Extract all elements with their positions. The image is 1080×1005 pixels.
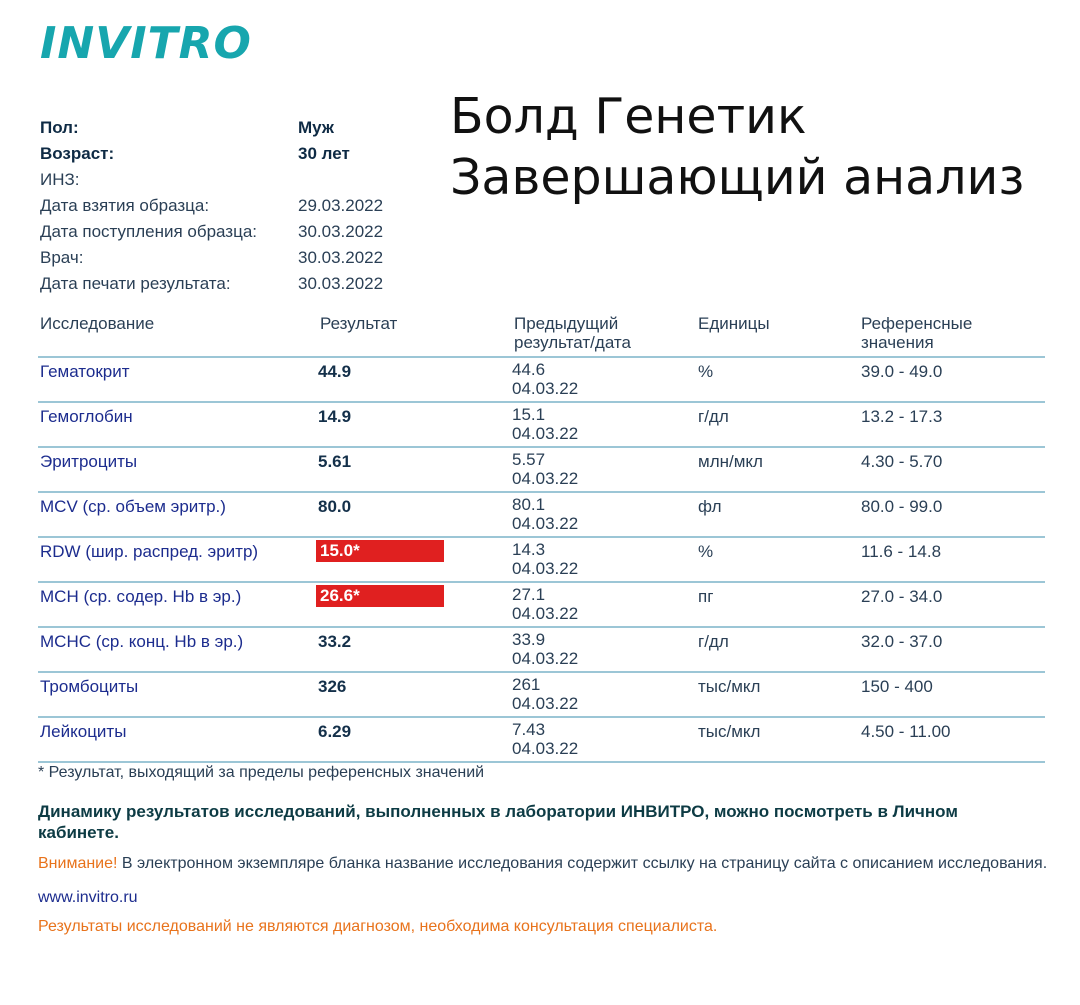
info-label: Возраст: <box>40 144 115 163</box>
info-label: Дата печати результата: <box>40 274 231 293</box>
header-previous: Предыдущий результат/дата <box>514 314 631 352</box>
table-row <box>38 446 1045 491</box>
info-value: 30.03.2022 <box>298 274 384 293</box>
test-name-link[interactable]: Эритроциты <box>40 452 138 471</box>
previous-date: 04.03.22 <box>512 379 579 398</box>
info-label: Дата взятия образца: <box>40 196 210 215</box>
test-name-link[interactable]: Лейкоциты <box>40 722 127 741</box>
previous-date: 04.03.22 <box>512 514 579 533</box>
previous-result <box>512 630 578 668</box>
unit: г/дл <box>698 407 729 426</box>
table-row <box>38 716 1045 761</box>
previous-value: 80.1 <box>512 495 546 514</box>
previous-result <box>512 540 578 578</box>
previous-result <box>512 675 578 713</box>
result-value: 80.0 <box>318 497 352 516</box>
previous-date: 04.03.22 <box>512 649 579 668</box>
previous-value: 5.57 <box>512 450 546 469</box>
test-name-link[interactable]: RDW (шир. распред. эритр) <box>40 542 259 561</box>
previous-result <box>512 450 578 488</box>
previous-value: 15.1 <box>512 405 546 424</box>
header-units: Единицы <box>698 314 770 333</box>
info-value: Муж <box>298 118 334 137</box>
reference-range: 39.0 - 49.0 <box>861 362 943 381</box>
table-row <box>38 491 1045 536</box>
reference-range: 11.6 - 14.8 <box>861 542 942 561</box>
unit: тыс/мкл <box>698 722 761 741</box>
result-value-flagged: 15.0* <box>316 540 444 562</box>
table-bottom-border <box>38 761 1045 763</box>
dynamics-note: Динамику результатов исследований, выполненных в лаборатории ИНВИТРО, можно посмотреть в Личном кабинете. <box>38 802 958 842</box>
attention-note <box>38 855 1048 872</box>
reference-range: 150 - 400 <box>861 677 933 696</box>
test-name-link[interactable]: MCH (ср. содер. Hb в эр.) <box>40 587 242 606</box>
previous-result <box>512 495 578 533</box>
table-row <box>38 671 1045 716</box>
info-label: Пол: <box>40 118 79 137</box>
result-value: 5.61 <box>318 452 352 471</box>
table-row <box>38 401 1045 446</box>
reference-range: 80.0 - 99.0 <box>861 497 943 516</box>
test-name-link[interactable]: Гематокрит <box>40 362 130 381</box>
previous-value: 261 <box>512 675 541 694</box>
disclaimer: Результаты исследований не являются диагнозом, необходима консультация специалиста. <box>38 918 718 935</box>
table-row <box>38 626 1045 671</box>
overlay-line-1: Болд Генетик <box>450 88 807 145</box>
unit: % <box>698 362 714 381</box>
previous-value: 7.43 <box>512 720 546 739</box>
info-label: ИНЗ: <box>40 170 80 189</box>
unit: г/дл <box>698 632 729 651</box>
previous-date: 04.03.22 <box>512 694 579 713</box>
result-value: 14.9 <box>318 407 352 426</box>
unit: млн/мкл <box>698 452 763 471</box>
previous-result <box>512 405 578 443</box>
table-row <box>38 536 1045 581</box>
previous-result <box>512 720 578 758</box>
header-test: Исследование <box>40 314 155 333</box>
table-row <box>38 581 1045 626</box>
reference-range: 32.0 - 37.0 <box>861 632 943 651</box>
website-link[interactable]: www.invitro.ru <box>38 889 138 906</box>
result-value: 6.29 <box>318 722 352 741</box>
previous-value: 14.3 <box>512 540 546 559</box>
attention-label: Внимание! <box>38 855 118 872</box>
reference-range: 4.50 - 11.00 <box>861 722 951 741</box>
previous-date: 04.03.22 <box>512 424 579 443</box>
previous-value: 44.6 <box>512 360 546 379</box>
unit: тыс/мкл <box>698 677 761 696</box>
overlay-line-2: Завершающий анализ <box>450 149 1025 206</box>
info-value: 30.03.2022 <box>298 222 384 241</box>
result-value: 326 <box>318 677 347 696</box>
previous-date: 04.03.22 <box>512 559 579 578</box>
previous-result <box>512 585 578 623</box>
test-name-link[interactable]: MCV (ср. объем эритр.) <box>40 497 226 516</box>
results-table-header <box>40 314 1045 356</box>
results-table-body <box>38 356 1045 763</box>
previous-value: 33.9 <box>512 630 546 649</box>
previous-date: 04.03.22 <box>512 469 579 488</box>
test-name-link[interactable]: MCHC (ср. конц. Hb в эр.) <box>40 632 244 651</box>
unit: % <box>698 542 714 561</box>
test-name-link[interactable]: Тромбоциты <box>40 677 139 696</box>
header-result: Результат <box>320 314 398 333</box>
result-value-flagged: 26.6* <box>316 585 444 607</box>
reference-range: 13.2 - 17.3 <box>861 407 943 426</box>
unit: фл <box>698 497 722 516</box>
previous-date: 04.03.22 <box>512 604 579 623</box>
attention-text: В электронном экземпляре бланка название исследования содержит ссылку на страницу сайта с описанием исследования. <box>117 855 1048 872</box>
previous-result <box>512 360 578 398</box>
reference-range: 4.30 - 5.70 <box>861 452 943 471</box>
table-row <box>38 356 1045 401</box>
header-reference: Референсные значения <box>861 314 973 352</box>
info-value: 29.03.2022 <box>298 196 384 215</box>
test-name-link[interactable]: Гемоглобин <box>40 407 133 426</box>
footnote: * Результат, выходящий за пределы референсных значений <box>38 764 485 781</box>
info-label: Дата поступления образца: <box>40 222 258 241</box>
overlay-caption <box>450 86 1024 208</box>
info-label: Врач: <box>40 248 84 267</box>
result-value: 33.2 <box>318 632 352 651</box>
result-value: 44.9 <box>318 362 352 381</box>
previous-value: 27.1 <box>512 585 546 604</box>
invitro-logo: INVITRO <box>40 18 252 69</box>
info-value: 30.03.2022 <box>298 248 384 267</box>
previous-date: 04.03.22 <box>512 739 579 758</box>
reference-range: 27.0 - 34.0 <box>861 587 943 606</box>
info-value: 30 лет <box>298 144 350 163</box>
unit: пг <box>698 587 714 606</box>
